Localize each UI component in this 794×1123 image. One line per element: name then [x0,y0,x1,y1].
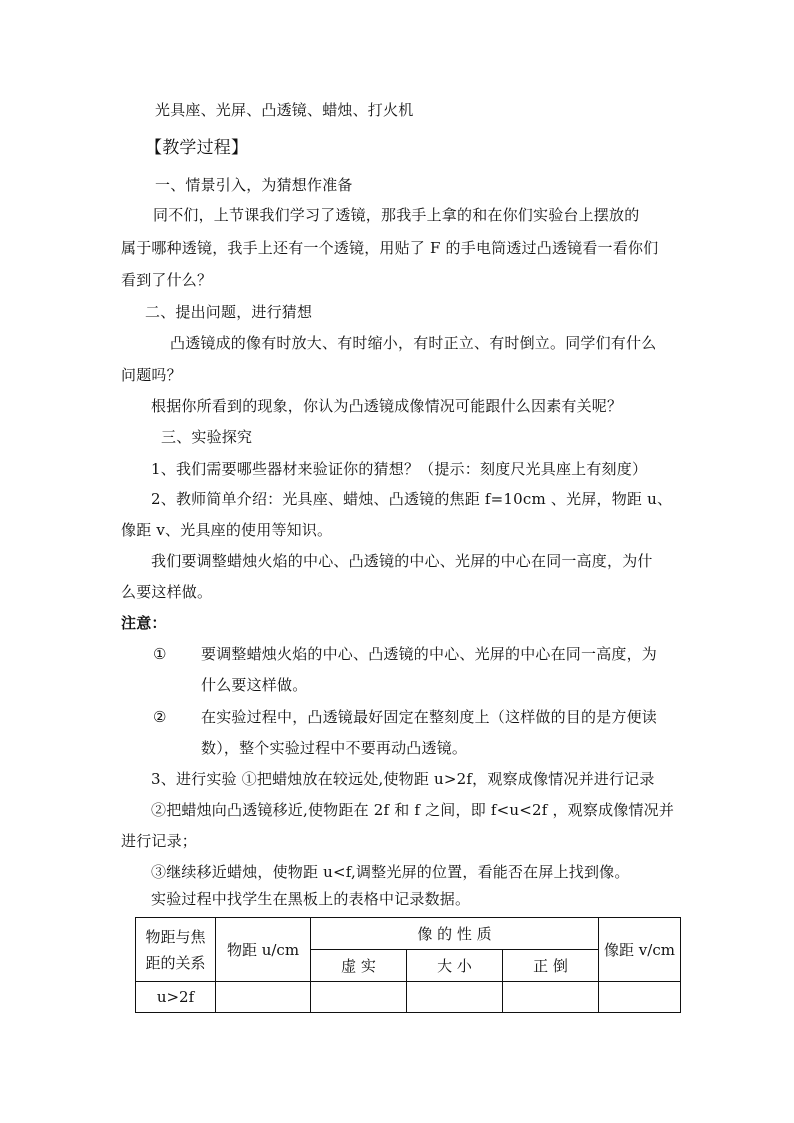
header-size [407,950,503,982]
note-1-marker: ① [153,645,167,663]
paragraph-1-line-2: 属于哪种透镜，我手上还有一个透镜，用贴了 F 的手电筒透过凸透镜看一看你们 [121,239,659,257]
paragraph-2-line-2: 问题吗？ [121,366,182,384]
paragraph-9-line-1: ③继续移近蜡烛，使物距 u<f,调整光屏的位置，看能否在屏上找到像。 [151,863,630,881]
note-1-line-1: 要调整蜡烛火焰的中心、凸透镜的中心、光屏的中心在同一高度，为 [201,645,658,663]
section-1-title: 一、情景引入，为猜想作准备 [155,176,353,194]
header-relation [136,918,216,982]
header-image-distance [599,918,680,982]
paragraph-5-line-2: 像距 v、光具座的使用等知识。 [121,521,333,539]
section-3-title: 三、实验探究 [161,428,253,446]
header-real-virtual-label: 虚 实 [341,956,376,975]
header-orientation-label: 正 倒 [533,956,568,975]
header-orientation [503,950,599,982]
paragraph-2-line-1: 凸透镜成的像有时放大、有时缩小，有时正立、有时倒立。同学们有什么 [170,334,657,352]
row-1-object-distance [216,982,311,1012]
row-1-real-virtual [311,982,407,1012]
header-real-virtual [311,950,407,982]
note-2-line-1: 在实验过程中，凸透镜最好固定在整刻度上（这样做的目的是方便读 [201,708,658,726]
header-image-distance-label: 像距 v/cm [604,940,675,959]
note-2-line-2: 数），整个实验过程中不要再动凸透镜。 [201,739,468,757]
paragraph-8-line-2: 进行记录； [121,832,198,850]
row-1-orientation [503,982,599,1012]
paragraph-6-line-2: 么要这样做。 [121,583,213,601]
paragraph-8-line-1: ②把蜡烛向凸透镜移近,使物距在 2f 和 f 之间，即 f<u<2f ，观察成像情况并 [151,801,675,819]
heading-teaching-process: 【教学过程】 [145,138,249,158]
note-1-line-2: 什么要这样做。 [201,676,308,694]
row-1-relation [136,982,216,1012]
header-image-nature [311,918,599,950]
paragraph-10-line-1: 实验过程中找学生在黑板上的表格中记录数据。 [151,890,471,908]
paragraph-5-line-1: 2、教师简单介绍：光具座、蜡烛、凸透镜的焦距 f=10cm 、光屏，物距 u、 [151,490,673,508]
row-1-size [407,982,503,1012]
header-object-distance [216,918,311,982]
paragraph-3-line-1: 根据你所看到的现象，你认为凸透镜成像情况可能跟什么因素有关呢？ [151,397,623,415]
paragraph-7-line-1: 3、进行实验 ①把蜡烛放在较远处,使物距 u>2f，观察成像情况并进行记录 [151,770,655,788]
row-1-image-distance [599,982,680,1012]
paragraph-4-line-1: 1、我们需要哪些器材来验证你的猜想？（提示：刻度尺光具座上有刻度） [151,460,648,478]
data-record-table [135,917,681,1013]
header-relation-line-1: 物距与焦 [145,927,206,946]
header-size-label: 大 小 [437,956,472,975]
row-1-relation-text: u>2f [156,988,195,1006]
paragraph-6-line-1: 我们要调整蜡烛火焰的中心、凸透镜的中心、光屏的中心在同一高度，为什 [151,552,653,570]
section-2-title: 二、提出问题，进行猜想 [145,303,313,321]
header-object-distance-label: 物距 u/cm [226,940,300,959]
note-title: 注意： [121,614,167,632]
paragraph-1-line-3: 看到了什么？ [121,271,213,289]
paragraph-1-line-1: 同不们，上节课我们学习了透镜，那我手上拿的和在你们实验台上摆放的 [153,206,640,224]
note-2-marker: ② [153,708,167,726]
equipment-list: 光具座、光屏、凸透镜、蜡烛、打火机 [155,101,414,119]
header-relation-line-2: 距的关系 [145,953,206,972]
header-image-nature-label: 像 的 性 质 [417,924,492,943]
